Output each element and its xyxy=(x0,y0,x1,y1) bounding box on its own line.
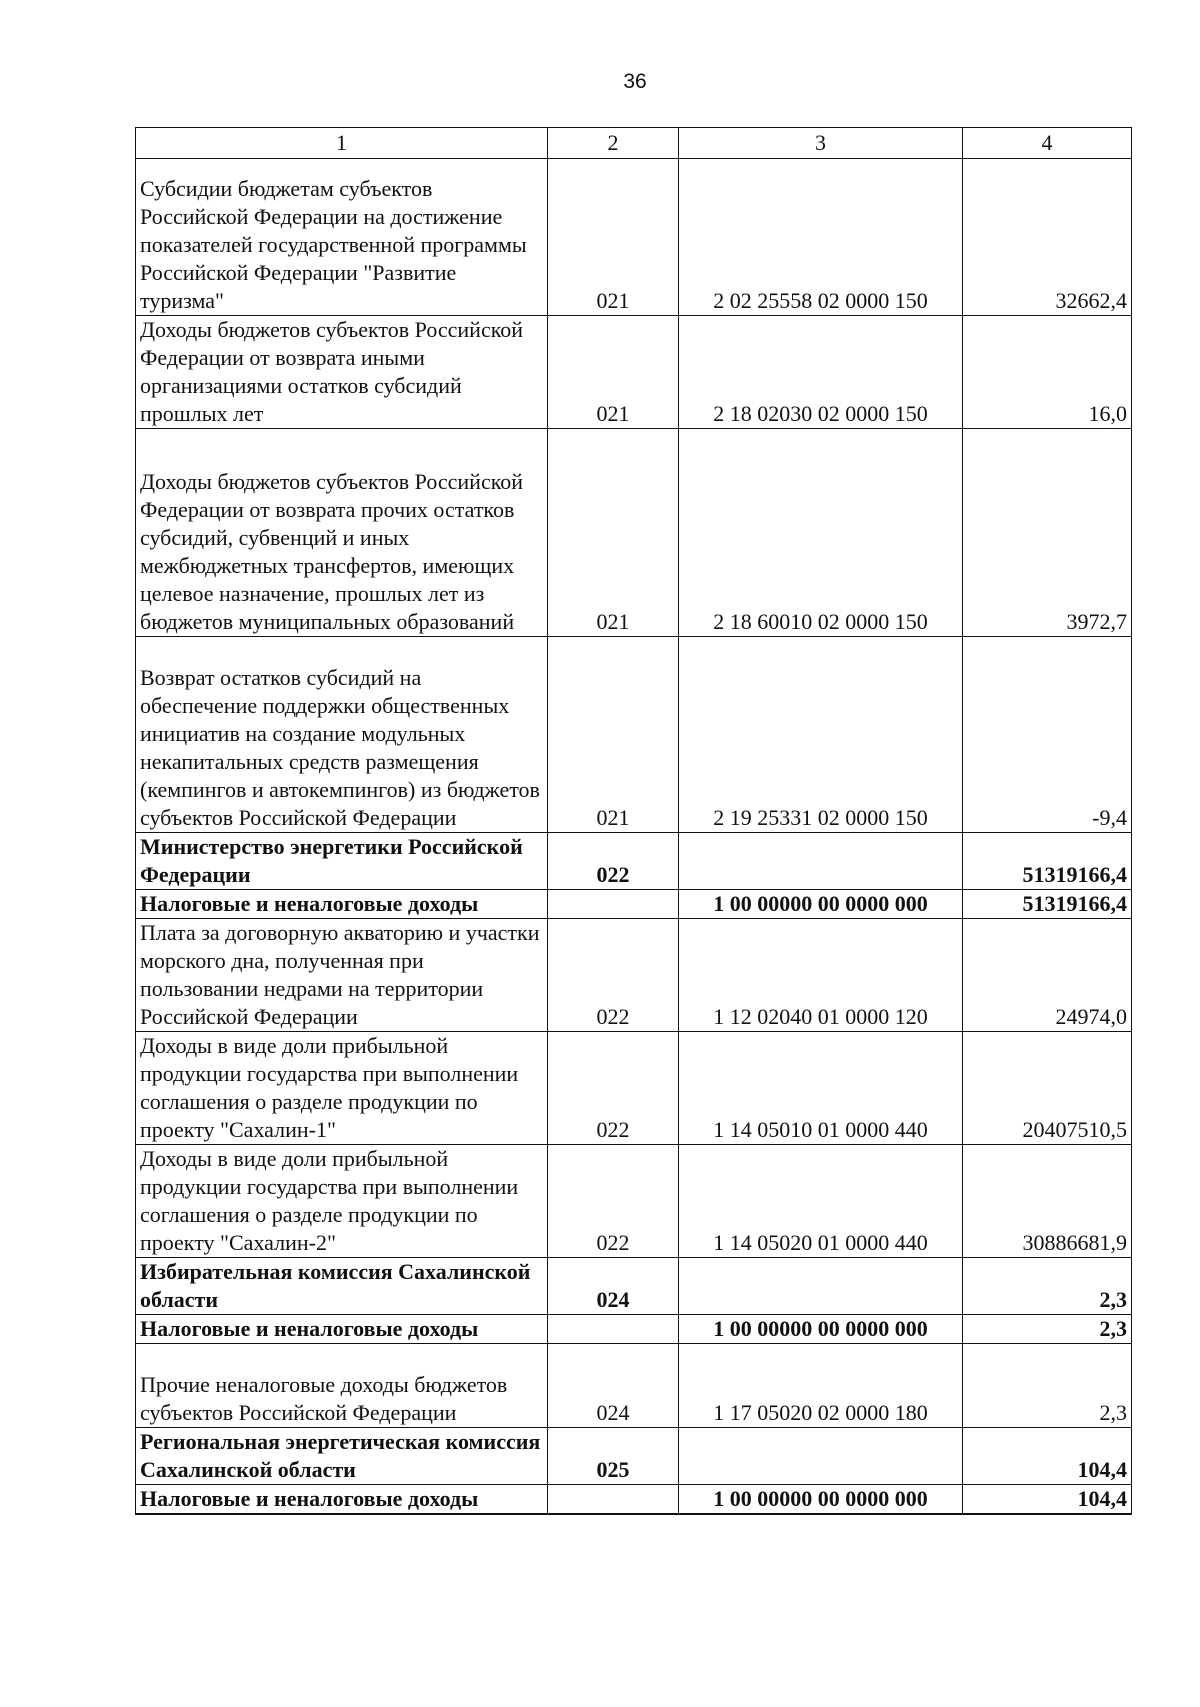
row-amount: 51319166,4 xyxy=(963,890,1132,919)
row-admin-code: 021 xyxy=(548,159,679,316)
row-name: Доходы в виде доли прибыльной продукции государства при выполнении соглашения о разделе продукции по проекту "Сахалин-2" xyxy=(136,1145,548,1258)
table-row xyxy=(136,1032,1132,1145)
row-name: Субсидии бюджетам субъектов Российской Федерации на достижение показателей государственной программы Российской Федерации "Развитие туризма" xyxy=(136,159,548,316)
row-amount: 104,4 xyxy=(963,1428,1132,1485)
row-classification-code: 2 18 60010 02 0000 150 xyxy=(679,429,963,637)
table-header-row xyxy=(136,128,1132,159)
row-classification-code xyxy=(679,833,963,890)
row-name: Избирательная комиссия Сахалинской области xyxy=(136,1258,548,1315)
row-admin-code: 025 xyxy=(548,1428,679,1485)
row-amount: -9,4 xyxy=(963,637,1132,833)
row-name: Налоговые и неналоговые доходы xyxy=(136,1315,548,1344)
row-admin-code: 022 xyxy=(548,1145,679,1258)
revenue-table xyxy=(135,127,1132,1515)
column-header: 3 xyxy=(679,128,963,159)
table-row xyxy=(136,1258,1132,1315)
row-admin-code: 021 xyxy=(548,316,679,429)
row-name: Прочие неналоговые доходы бюджетов субъектов Российской Федерации xyxy=(136,1344,548,1428)
column-header: 4 xyxy=(963,128,1132,159)
row-admin-code: 022 xyxy=(548,833,679,890)
row-amount: 104,4 xyxy=(963,1485,1132,1515)
table-row xyxy=(136,429,1132,637)
row-amount: 3972,7 xyxy=(963,429,1132,637)
row-name: Плата за договорную акваторию и участки морского дна, полученная при пользовании недрами на территории Российской Федерации xyxy=(136,919,548,1032)
row-admin-code: 022 xyxy=(548,919,679,1032)
row-classification-code: 1 12 02040 01 0000 120 xyxy=(679,919,963,1032)
row-amount: 30886681,9 xyxy=(963,1145,1132,1258)
row-amount: 16,0 xyxy=(963,316,1132,429)
row-name: Налоговые и неналоговые доходы xyxy=(136,890,548,919)
row-admin-code: 022 xyxy=(548,1032,679,1145)
row-name: Возврат остатков субсидий на обеспечение поддержки общественных инициатив на создание модульных некапитальных средств размещения (кемпингов и автокемпингов) из бюджетов субъектов Российской Федерации xyxy=(136,637,548,833)
row-classification-code: 1 14 05020 01 0000 440 xyxy=(679,1145,963,1258)
table-row xyxy=(136,1315,1132,1344)
row-admin-code: 021 xyxy=(548,637,679,833)
row-amount: 2,3 xyxy=(963,1315,1132,1344)
table-row xyxy=(136,316,1132,429)
row-classification-code: 2 18 02030 02 0000 150 xyxy=(679,316,963,429)
row-admin-code: 024 xyxy=(548,1258,679,1315)
row-amount: 32662,4 xyxy=(963,159,1132,316)
row-classification-code: 1 00 00000 00 0000 000 xyxy=(679,1315,963,1344)
row-classification-code: 2 02 25558 02 0000 150 xyxy=(679,159,963,316)
row-classification-code: 1 00 00000 00 0000 000 xyxy=(679,890,963,919)
row-admin-code xyxy=(548,890,679,919)
row-name: Доходы бюджетов субъектов Российской Федерации от возврата прочих остатков субсидий, субвенций и иных межбюджетных трансфертов, имеющих целевое назначение, прошлых лет из бюджетов муниципальных образований xyxy=(136,429,548,637)
row-name: Доходы бюджетов субъектов Российской Федерации от возврата иными организациями остатков субсидий прошлых лет xyxy=(136,316,548,429)
row-amount: 24974,0 xyxy=(963,919,1132,1032)
table-row xyxy=(136,1344,1132,1428)
table-row xyxy=(136,1145,1132,1258)
row-name: Министерство энергетики Российской Федерации xyxy=(136,833,548,890)
row-admin-code: 021 xyxy=(548,429,679,637)
row-classification-code: 1 00 00000 00 0000 000 xyxy=(679,1485,963,1515)
table-row xyxy=(136,1485,1132,1515)
row-classification-code: 1 17 05020 02 0000 180 xyxy=(679,1344,963,1428)
row-admin-code xyxy=(548,1315,679,1344)
row-amount: 20407510,5 xyxy=(963,1032,1132,1145)
table-row xyxy=(136,833,1132,890)
column-header: 1 xyxy=(136,128,548,159)
row-admin-code: 024 xyxy=(548,1344,679,1428)
table-row xyxy=(136,890,1132,919)
table-row xyxy=(136,1428,1132,1485)
page-number: 36 xyxy=(623,70,647,93)
row-classification-code xyxy=(679,1428,963,1485)
row-classification-code xyxy=(679,1258,963,1315)
row-name: Региональная энергетическая комиссия Сахалинской области xyxy=(136,1428,548,1485)
row-name: Доходы в виде доли прибыльной продукции государства при выполнении соглашения о разделе продукции по проекту "Сахалин-1" xyxy=(136,1032,548,1145)
row-amount: 2,3 xyxy=(963,1258,1132,1315)
table-row xyxy=(136,637,1132,833)
row-amount: 2,3 xyxy=(963,1344,1132,1428)
row-classification-code: 2 19 25331 02 0000 150 xyxy=(679,637,963,833)
row-amount: 51319166,4 xyxy=(963,833,1132,890)
column-header: 2 xyxy=(548,128,679,159)
row-name: Налоговые и неналоговые доходы xyxy=(136,1485,548,1515)
row-classification-code: 1 14 05010 01 0000 440 xyxy=(679,1032,963,1145)
row-admin-code xyxy=(548,1485,679,1515)
table-row xyxy=(136,919,1132,1032)
table-row xyxy=(136,159,1132,316)
